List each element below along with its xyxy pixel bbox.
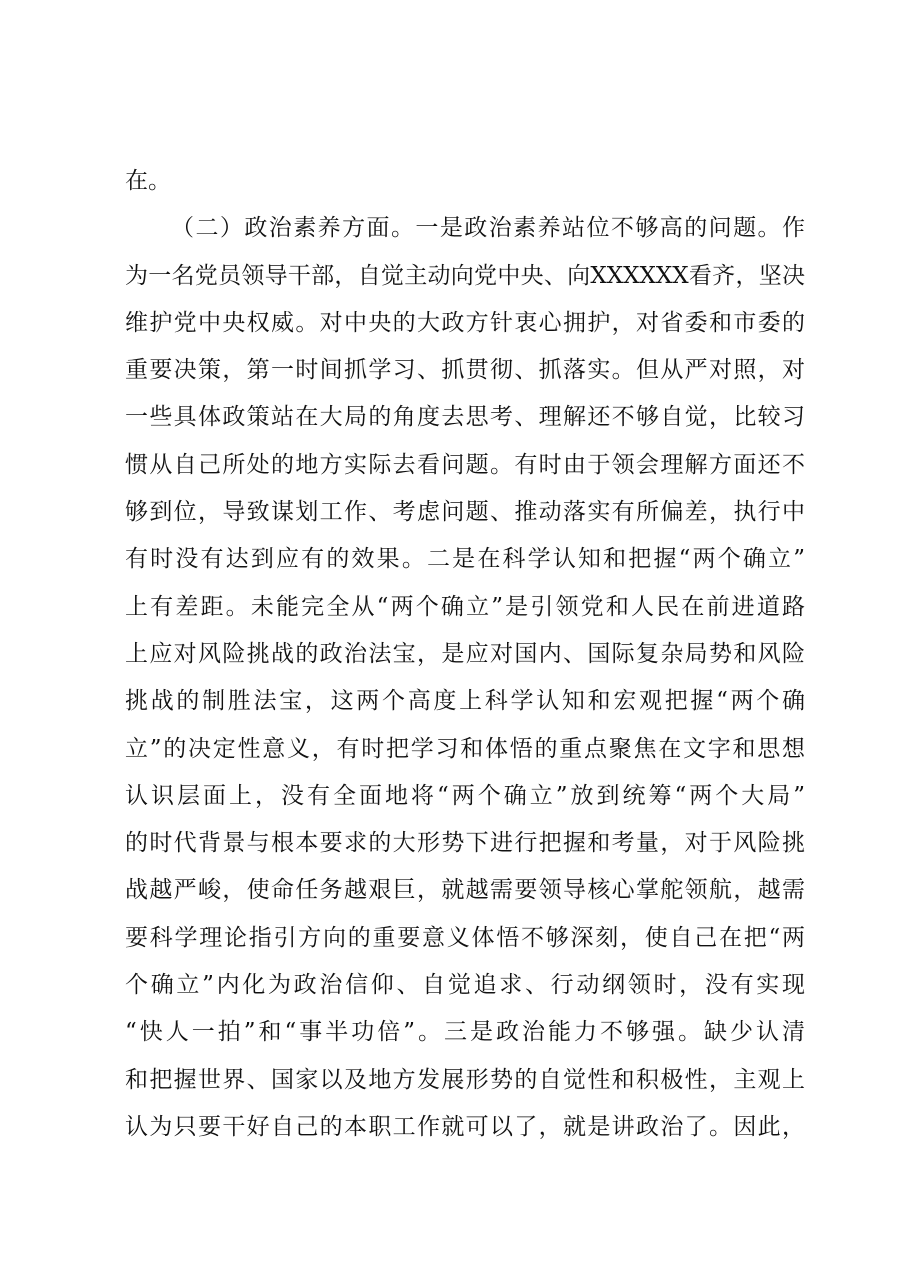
text-line: （二）政治素养方面。一是政治素养站位不够高的问题。作 [171,215,805,242]
text-line: “快人一拍”和“事半功倍”。三是政治能力不够强。缺少认清 [125,1019,805,1046]
text-line: 够到位，导致谋划工作、考虑问题、推动落实有所偏差，执行中 [125,499,805,526]
text-line: 认为只要干好自己的本职工作就可以了，就是讲政治了。因此， [125,1113,805,1140]
text-line: 战越严峻，使命任务越艰巨，就越需要领导核心掌舵领航，越需 [125,877,805,904]
text-line: 认识层面上，没有全面地将“两个确立”放到统筹“两个大局” [125,782,805,809]
text-line: 和把握世界、国家以及地方发展形势的自觉性和积极性，主观上 [125,1066,805,1093]
body-text [125,158,805,1151]
text-line: 立”的决定性意义，有时把学习和体悟的重点聚焦在文字和思想 [125,735,805,762]
text-line: 重要决策，第一时间抓学习、抓贯彻、抓落实。但从严对照，对 [125,357,805,384]
text-line: 一些具体政策站在大局的角度去思考、理解还不够自觉，比较习 [125,404,805,431]
text-line: 有时没有达到应有的效果。二是在科学认知和把握“两个确立” [125,546,805,573]
text-line: 的时代背景与根本要求的大形势下进行把握和考量，对于风险挑 [125,830,805,857]
text-line: 上应对风险挑战的政治法宝，是应对国内、国际复杂局势和风险 [125,640,805,667]
text-line: 维护党中央权威。对中央的大政方针衷心拥护，对省委和市委的 [125,309,805,336]
text-line: 为一名党员领导干部，自觉主动向党中央、向XXXXXX看齐，坚决 [125,262,805,289]
text-line: 上有差距。未能完全从“两个确立”是引领党和人民在前进道路 [125,593,805,620]
text-line: 挑战的制胜法宝，这两个高度上科学认知和宏观把握“两个确 [125,688,805,715]
text-line: 在。 [125,168,171,194]
text-line: 个确立”内化为政治信仰、自觉追求、行动纲领时，没有实现 [125,972,805,999]
text-line: 惯从自己所处的地方实际去看问题。有时由于领会理解方面还不 [125,451,805,478]
text-line: 要科学理论指引方向的重要意义体悟不够深刻，使自己在把“两 [125,924,805,951]
